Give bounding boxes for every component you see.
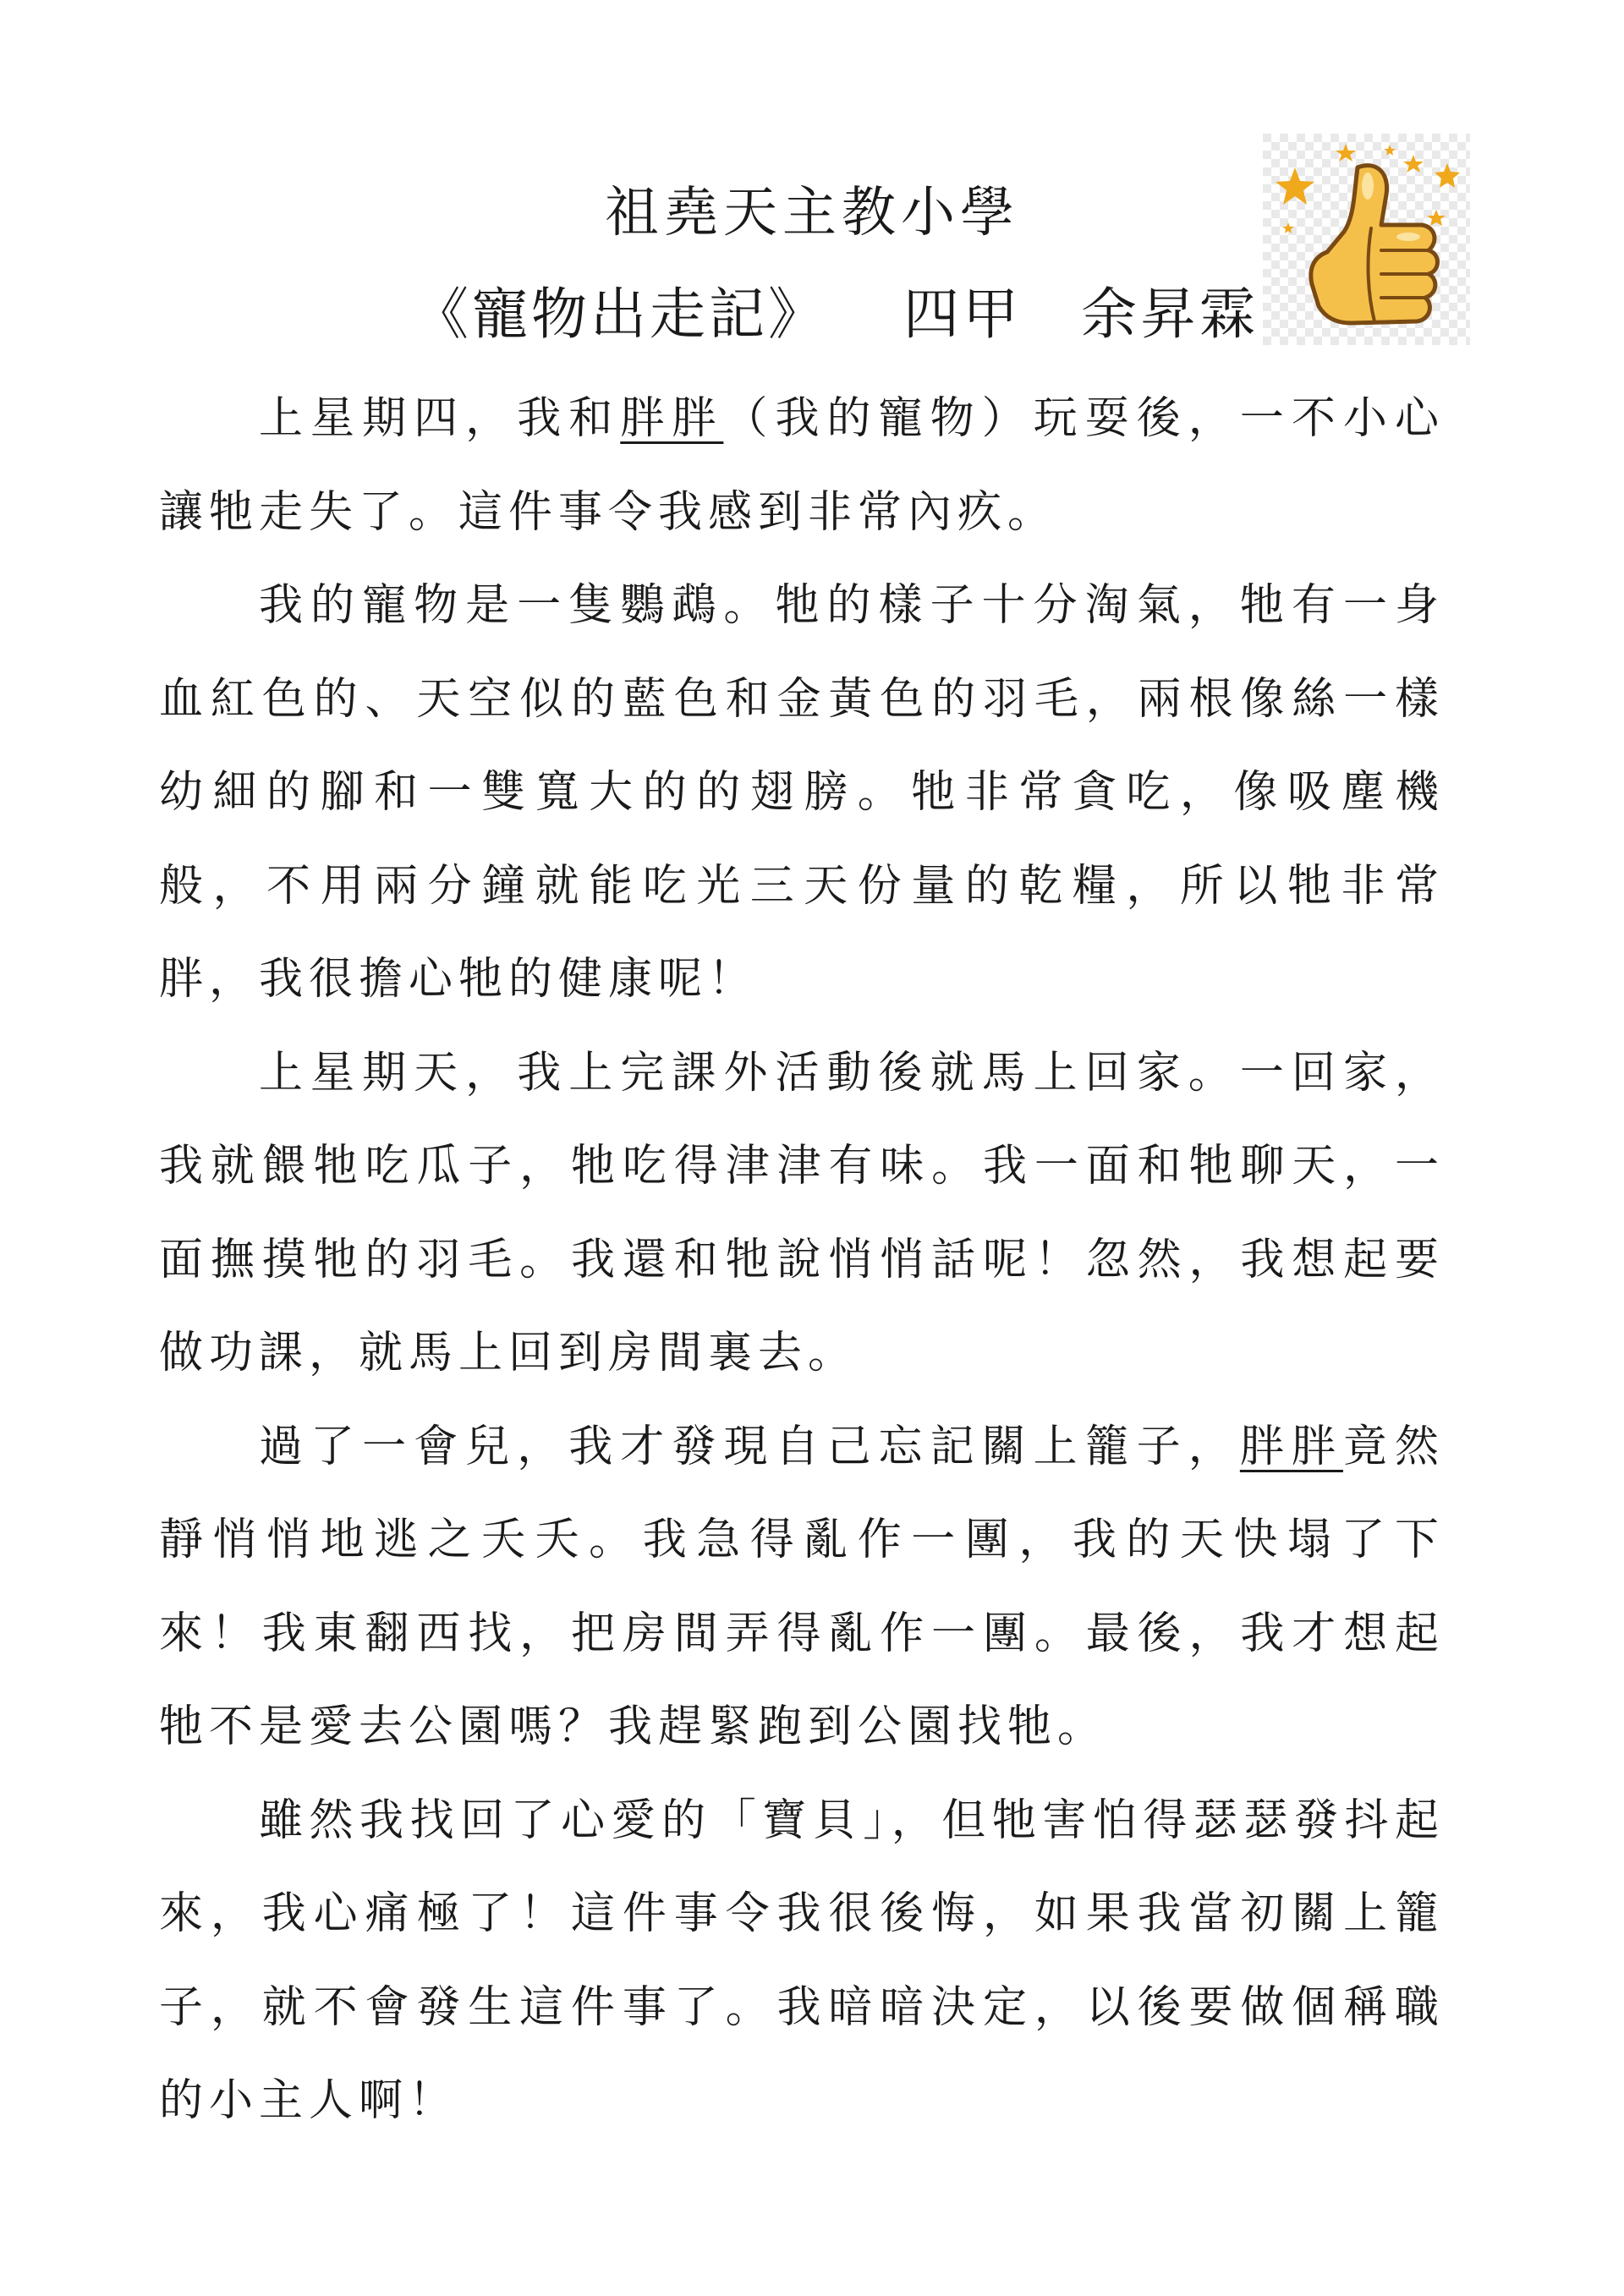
- pet-name: 胖胖: [1239, 1421, 1343, 1472]
- paragraph-2: 我的寵物是一隻鸚鵡。牠的樣子十分淘氣，牠有一身血紅色的、天空似的藍色和金黃色的羽毛，兩根像絲一樣幼細的腳和一雙寬大的的翅膀。牠非常貪吃，像吸塵機般，不用兩分鐘就能吃光三天份量的乾糧，所以牠非常胖，我很擔心牠的健康呢！: [159, 580, 1445, 1005]
- thumbs-up-with-stars-icon: [1263, 134, 1470, 345]
- student-class: 四甲: [903, 282, 1022, 347]
- paragraph-5: 雖然我找回了心愛的「寶貝」，但牠害怕得瑟瑟發抖起來，我心痛極了！這件事令我很後悔，如果我當初關上籠子，就不會發生這件事了。我暗暗決定，以後要做個稱職的小主人啊！: [159, 1795, 1445, 2126]
- paragraph-1: 上星期四，我和胖胖（我的寵物）玩耍後，一不小心讓牠走失了。這件事令我感到非常內疚。: [159, 393, 1445, 538]
- essay-title: 《寵物出走記》: [413, 282, 827, 347]
- school-name: 祖堯天主教小學: [605, 182, 1019, 244]
- paragraph-4: 過了一會兒，我才發現自己忘記關上籠子，胖胖竟然靜悄悄地逃之夭夭。我急得亂作一團，我的天快塌了下來！我東翻西找，把房間弄得亂作一團。最後，我才想起牠不是愛去公園嗎？我趕緊跑到公園找牠。: [159, 1421, 1445, 1752]
- essay-body: [159, 372, 1445, 2148]
- essay-heading: [413, 269, 1259, 349]
- student-name: 余昇霖: [1081, 282, 1259, 347]
- pet-name: 胖胖: [620, 393, 724, 444]
- paragraph-3: 上星期天，我上完課外活動後就馬上回家。一回家，我就餵牠吃瓜子，牠吃得津津有味。我一面和牠聊天，一面撫摸牠的羽毛。我還和牠說悄悄話呢！忽然，我想起要做功課，就馬上回到房間裏去。: [159, 1047, 1445, 1378]
